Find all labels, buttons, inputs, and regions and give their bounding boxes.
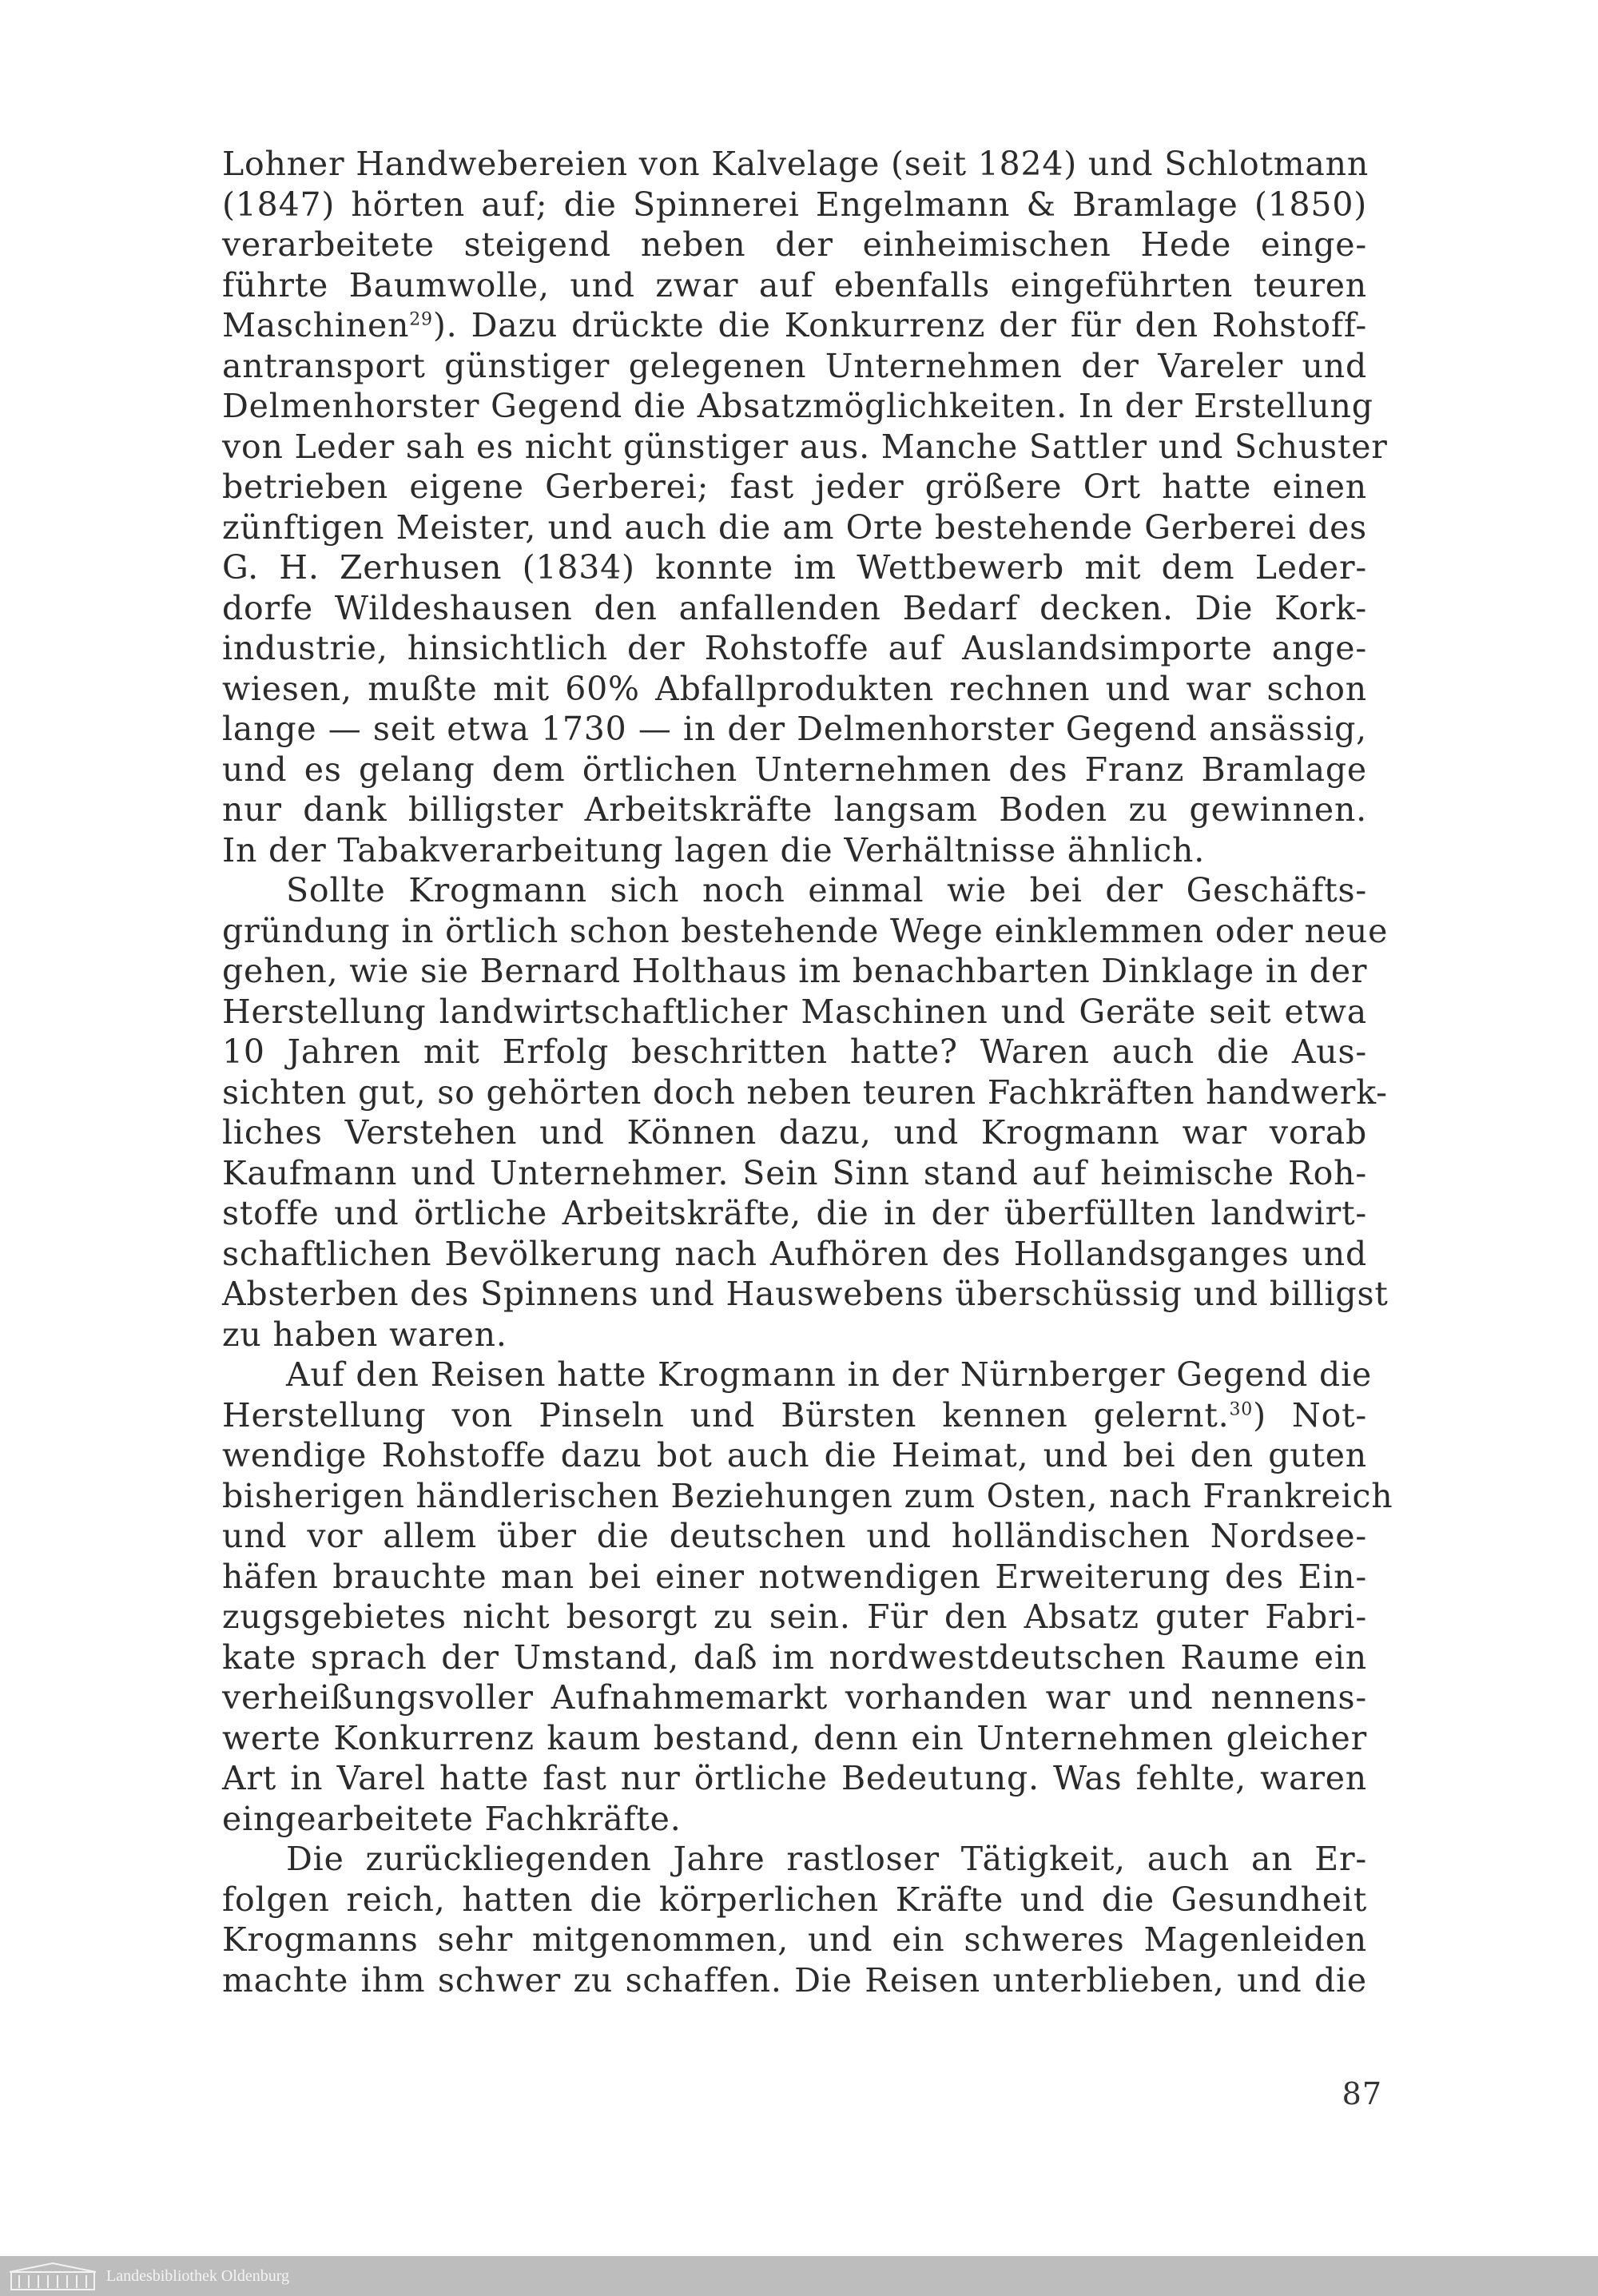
text-line: liches Verstehen und Können dazu, und Krogmann war vorab	[222, 1113, 1367, 1152]
text-line: kate sprach der Umstand, daß im nordwestdeutschen Raume ein	[222, 1637, 1367, 1677]
text-line: führte Baumwolle, und zwar auf ebenfalls eingeführten teuren	[222, 265, 1367, 304]
text-line: eingearbeitete Fachkräfte.	[222, 1799, 682, 1838]
text-line: häfen brauchte man bei einer notwendigen Erweiterung des Ein-	[222, 1557, 1367, 1596]
text-line: machte ihm schwer zu schaffen. Die Reisen unterblieben, und die	[222, 1960, 1367, 2000]
paragraph-1	[222, 144, 1388, 870]
text-line: Auf den Reisen hatte Krogmann in der Nürnberger Gegend die	[286, 1355, 1373, 1394]
text-line: sichten gut, so gehörten doch neben teuren Fachkräften handwerk-	[222, 1072, 1388, 1112]
text-line: gründung in örtlich schon bestehende Wege einklemmen oder neue	[222, 911, 1389, 950]
text-line: G. H. Zerhusen (1834) konnte im Wettbewerb mit dem Leder-	[222, 548, 1367, 587]
text-line: wiesen, mußte mit 60% Abfallprodukten rechnen und war schon	[222, 669, 1367, 708]
text-line: folgen reich, hatten die körperlichen Kräfte und die Gesundheit	[222, 1880, 1367, 1919]
page-number: 87	[1342, 2076, 1382, 2111]
text-line: Art in Varel hatte fast nur örtliche Bedeutung. Was fehlte, waren	[222, 1759, 1367, 1797]
text-line: lange — seit etwa 1730 — in der Delmenhorster Gegend ansässig,	[222, 710, 1367, 748]
paragraph-3	[222, 1355, 1393, 1839]
text-line: Herstellung landwirtschaftlicher Maschinen und Geräte seit etwa	[222, 992, 1367, 1031]
text-line: bisherigen händlerischen Beziehungen zum Osten, nach Frankreich	[222, 1476, 1393, 1515]
text-line: industrie, hinsichtlich der Rohstoffe auf Auslandsimporte ange-	[222, 629, 1367, 667]
text-fragment: Herstellung von Pinseln und Bürsten kennen gelernt.	[222, 1395, 1230, 1435]
text-line: zugsgebietes nicht besorgt zu sein. Für den Absatz guter Fabri-	[222, 1598, 1367, 1636]
text-line: und vor allem über die deutschen und holländischen Nordsee-	[222, 1517, 1367, 1555]
text-line: verheißungsvoller Aufnahmemarkt vorhanden war und nennens-	[222, 1678, 1367, 1717]
footnote-ref: 30	[1229, 1399, 1254, 1419]
text-line: werte Konkurrenz kaum bestand, denn ein Unternehmen gleicher	[222, 1718, 1367, 1757]
paragraph-4	[222, 1839, 1367, 2000]
page-text	[222, 144, 1393, 2000]
library-building-icon	[8, 2261, 97, 2291]
text-fragment: ) Not-	[1253, 1395, 1368, 1435]
text-line: Krogmanns sehr mitgenommen, und ein schweres Magenleiden	[222, 1920, 1367, 1959]
text-line	[222, 305, 1367, 346]
text-line: zu haben waren.	[222, 1315, 507, 1354]
text-line: betrieben eigene Gerberei; fast jeder größere Ort hatte einen	[222, 468, 1367, 506]
text-line: gehen, wie sie Bernard Holthaus im benachbarten Dinklage in der	[222, 952, 1368, 990]
text-line: Sollte Krogmann sich noch einmal wie bei der Geschäfts-	[286, 871, 1367, 909]
footnote-ref: 29	[409, 309, 433, 330]
library-name: Landesbibliothek Oldenburg	[106, 2267, 290, 2285]
text-line: zünftigen Meister, und auch die am Orte bestehende Gerberei des	[222, 507, 1367, 547]
text-line: antransport günstiger gelegenen Unternehmen der Vareler und	[222, 346, 1367, 385]
text-line: wendige Rohstoffe dazu bot auch die Heimat, und bei den guten	[222, 1436, 1367, 1474]
text-line: (1847) hörten auf; die Spinnerei Engelmann & Bramlage (1850)	[222, 185, 1367, 224]
text-line: Delmenhorster Gegend die Absatzmöglichkeiten. In der Erstellung	[222, 387, 1373, 425]
text-line: verarbeitete steigend neben der einheimischen Hede einge-	[222, 225, 1367, 264]
text-line: Die zurückliegenden Jahre rastloser Tätigkeit, auch an Er-	[286, 1840, 1367, 1878]
text-line: nur dank billigster Arbeitskräfte langsam Boden zu gewinnen.	[222, 790, 1367, 829]
footer-bar	[0, 2256, 1598, 2296]
text-line	[222, 1395, 1367, 1436]
text-line: dorfe Wildeshausen den anfallenden Bedarf decken. Die Kork-	[222, 588, 1367, 627]
text-line: 10 Jahren mit Erfolg beschritten hatte? Waren auch die Aus-	[222, 1033, 1367, 1071]
text-line: Absterben des Spinnens und Hauswebens überschüssig und billigst	[222, 1275, 1389, 1313]
text-line: Kaufmann und Unternehmer. Sein Sinn stand auf heimische Roh-	[222, 1153, 1367, 1192]
text-line: und es gelang dem örtlichen Unternehmen des Franz Bramlage	[222, 750, 1367, 789]
text-line: stoffe und örtliche Arbeitskräfte, die in der überfüllten landwirt-	[222, 1194, 1367, 1232]
text-line: Lohner Handwebereien von Kalvelage (seit 1824) und Schlotmann	[222, 145, 1369, 183]
text-line: schaftlichen Bevölkerung nach Aufhören des Hollandsganges und	[222, 1234, 1367, 1273]
paragraph-2	[222, 870, 1389, 1355]
text-line: In der Tabakverarbeitung lagen die Verhältnisse ähnlich.	[222, 830, 1206, 869]
text-fragment: ). Dazu drückte die Konkurrenz der für den Rohstoff-	[432, 306, 1367, 344]
text-fragment: Maschinen	[222, 306, 410, 344]
text-line: von Leder sah es nicht günstiger aus. Manche Sattler und Schuster	[222, 427, 1388, 466]
